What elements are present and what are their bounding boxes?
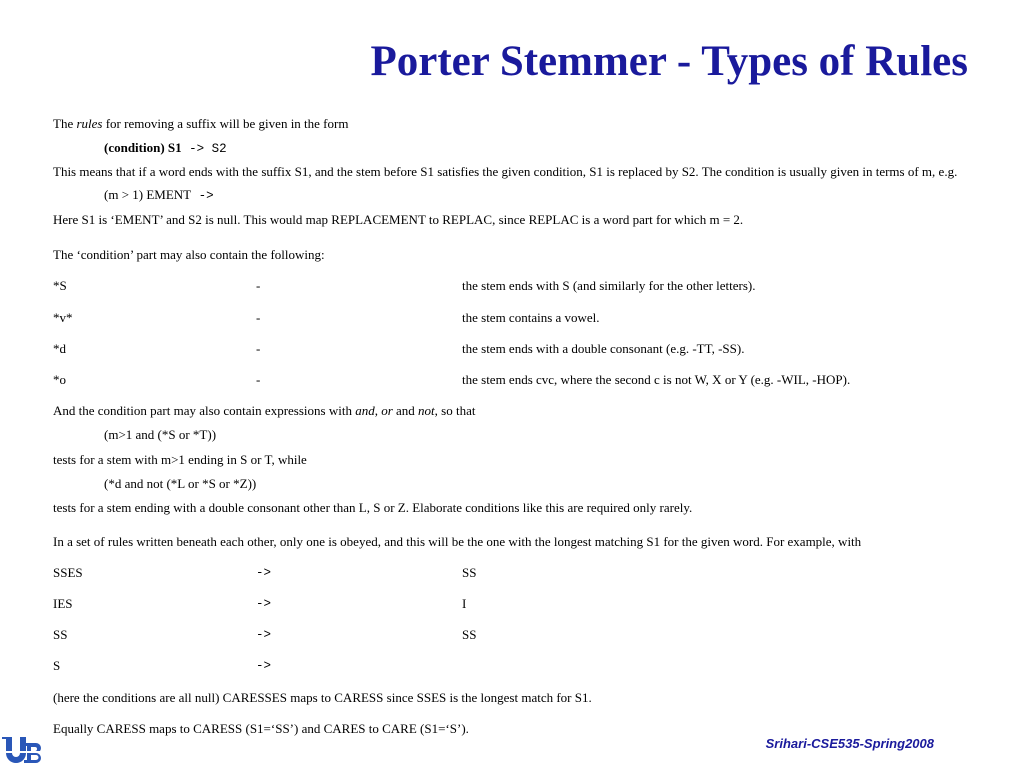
rule-s2: SS [462,565,477,580]
not-word: not [418,403,435,418]
condition-dash: - [256,372,261,387]
rule-row [0,658,1024,674]
footer-credit: Srihari-CSE535-Spring2008 [765,736,934,751]
condition-row [0,341,1024,357]
condition-desc: the stem ends cvc, where the second c is not W, X or Y (e.g. -WIL, -HOP). [462,372,851,387]
rule-arrow: -> [256,597,272,611]
condition-desc: the stem ends with a double consonant (e.g. -TT, -SS). [462,341,745,356]
example-explanation: Here S1 is ‘EMENT’ and S2 is null. This would map REPLACEMENT to REPLAC, since REPLAC is a word part for which m = 2. [53,212,744,227]
condition-symbol: *d [53,341,66,356]
expression-explain-1: tests for a stem with m>1 ending in S or T, while [53,452,307,467]
condition-symbol: *o [53,372,66,387]
rule-row [0,596,1024,612]
rule-s2: I [462,596,467,611]
intro-text: The [53,116,77,131]
condition-dash: - [256,341,261,356]
rule-arrow: -> [256,628,272,642]
condition-dash: - [256,278,261,293]
note-1: (here the conditions are all null) CARESSES maps to CARESS since SSES is the longest match for S1. [53,690,592,705]
rule-s1: SS [53,627,68,642]
set-intro: In a set of rules written beneath each other, only one is obeyed, and this will be the one with the longest matching S1 for the given word. For example, with [53,534,862,549]
rule-s2: SS [462,627,477,642]
meaning-text: This means that if a word ends with the suffix S1, and the stem before S1 satisfies the given condition, S1 is replaced by S2. The condition is usually given in terms of m, e.g. [53,164,958,179]
and-word: and [355,403,375,418]
condition-row [0,310,1024,326]
rule-s1: IES [53,596,73,611]
condition-symbol: *v* [53,310,73,325]
rule-row [0,627,1024,643]
rule-form [104,140,227,157]
or-word: or [381,403,393,418]
expressions-line [53,403,475,419]
intro-text-rest: for removing a suffix will be given in the form [102,116,349,131]
condition-desc: the stem ends with S (and similarly for the other letters). [462,278,756,293]
example-rule-arrow: -> [191,189,214,203]
slide-title: Porter Stemmer - Types of Rules [370,38,968,85]
ub-logo-icon [0,733,46,765]
expressions-post: , so that [434,403,476,418]
expression-explain-2: tests for a stem ending with a double consonant other than L, S or Z. Elaborate conditions like this are required only rarely. [53,500,693,515]
condition-dash: - [256,310,261,325]
condition-intro: The ‘condition’ part may also contain the following: [53,247,325,262]
rules-word: rules [76,116,103,131]
comma: , [374,403,382,418]
condition-row [0,278,1024,294]
condition-row [0,372,1024,388]
rule-form-condition: (condition) S1 [104,140,182,155]
note-2: Equally CARESS maps to CARESS (S1=‘SS’) and CARES to CARE (S1=‘S’). [53,721,469,736]
expressions-text: And the condition part may also contain expressions with [53,403,356,418]
expression-example-2: (*d and not (*L or *S or *Z)) [104,476,257,491]
condition-desc: the stem contains a vowel. [462,310,600,325]
expression-example-1: (m>1 and (*S or *T)) [104,427,217,442]
rule-s1: S [53,658,61,673]
rule-row [0,565,1024,581]
rule-arrow: -> [256,566,272,580]
expressions-mid: and [392,403,419,418]
example-rule-text: (m > 1) EMENT [104,187,192,202]
rule-form-arrow: -> S2 [181,142,227,156]
rule-arrow: -> [256,659,272,673]
intro-line [53,116,348,132]
rule-s1: SSES [53,565,83,580]
example-rule [104,187,214,204]
condition-symbol: *S [53,278,67,293]
